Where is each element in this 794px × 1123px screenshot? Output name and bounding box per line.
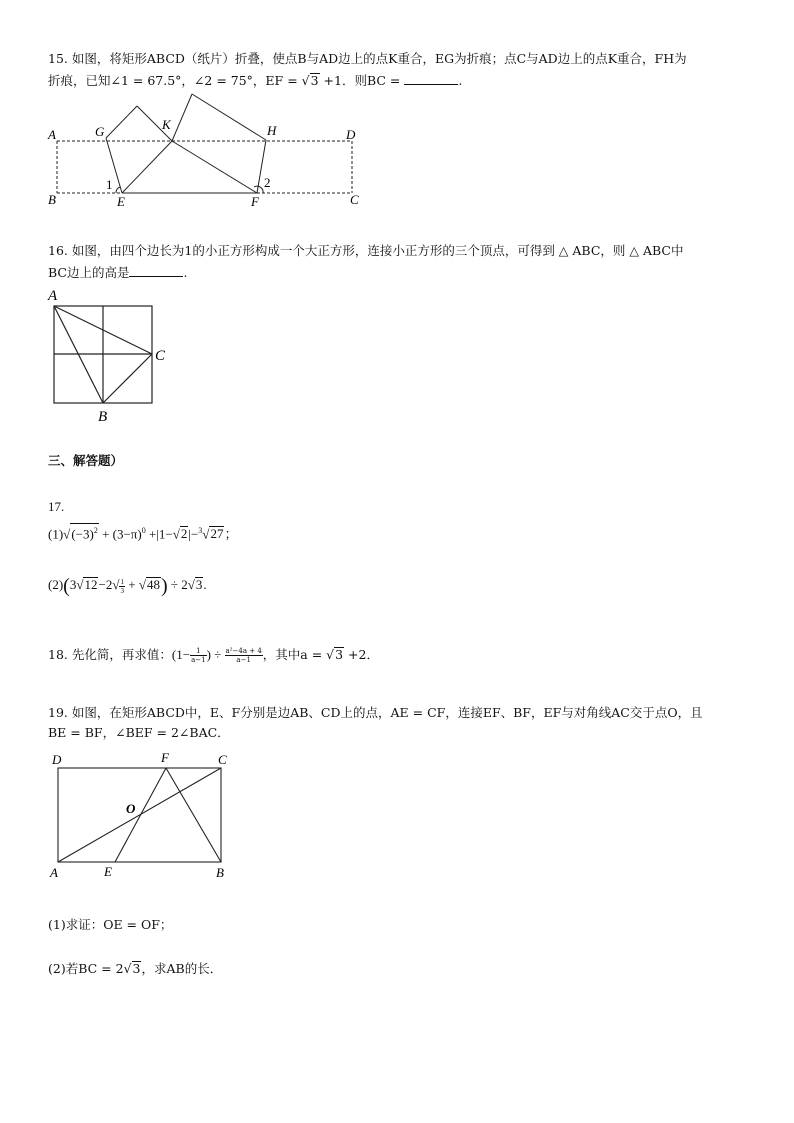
frac-num: 1 — [190, 647, 207, 656]
label-D: D — [52, 752, 62, 767]
q17-part1-label: (1) — [48, 526, 64, 542]
q19-figure — [44, 748, 244, 884]
q19-part2-root: 3 — [132, 961, 141, 976]
q15-line2-end: . — [458, 73, 463, 88]
q17-p2-b: −2 — [98, 577, 113, 592]
q17-number: 17. — [48, 499, 65, 514]
q17-p2-d-root: 3 — [195, 577, 203, 592]
q17-p2-d: ÷ 2 — [167, 577, 188, 592]
q17-p1-c-root: 2 — [180, 526, 188, 542]
label-E: E — [104, 864, 112, 879]
q17-part2 — [48, 575, 207, 598]
segment-BF — [166, 768, 221, 862]
q16-line2 — [48, 264, 187, 282]
frac-den: a−1 — [236, 656, 251, 664]
label-G: G — [95, 124, 105, 139]
sqrt-sign: √ — [123, 961, 132, 976]
label-A: A — [48, 127, 56, 142]
q18-root: 3 — [335, 647, 344, 662]
frac-num: 1 — [120, 577, 124, 586]
segment-BC — [103, 354, 152, 403]
answer-blank[interactable] — [129, 264, 183, 277]
sqrt-sign: √ — [187, 577, 195, 592]
sqrt-sign: √ — [63, 526, 71, 542]
q16-line1 — [48, 242, 683, 260]
label-C: C — [350, 192, 359, 207]
diagonal-AC — [58, 768, 221, 862]
q16-line2-end: . — [183, 265, 188, 280]
root-neg3-squared — [70, 523, 99, 540]
q18-expr-c: ，其中a = — [262, 647, 327, 662]
frac-num: a²−4a + 4 — [225, 647, 262, 655]
q17-p1-b: + (3−π) — [98, 526, 142, 542]
q17-p2-c-root: 48 — [146, 577, 160, 592]
q17-p1-end: ； — [224, 526, 238, 542]
q16-text-line1: 如图，由四个边长为1的小正方形构成一个大正方形，连接小正方形的三个顶点，可得到 △ ABC，则 △ ABC中 — [71, 243, 684, 258]
segment-EF — [115, 768, 166, 862]
sqrt-sign: √ — [301, 73, 310, 88]
q18-expr-b: ) ÷ — [206, 647, 225, 662]
q19-text-line1: 如图，在矩形ABCD中，E、F分别是边AB、CD上的点，AE = CF，连接EF、BF，EF与对角线AC交于点O，且 — [71, 705, 703, 720]
q17-p2-a: 3 — [69, 577, 77, 592]
q17-p2-end: . — [203, 577, 207, 592]
label-H: H — [267, 123, 277, 138]
sqrt-sign: √ — [76, 577, 84, 592]
label-A: A — [48, 288, 58, 304]
q17-p1-d: |− — [188, 526, 199, 542]
q19-number: 19. — [48, 705, 68, 720]
q18-text: 先化简，再求值： — [71, 647, 172, 662]
angle-2-label: 2 — [264, 175, 271, 190]
q18-expr-d: +2． — [344, 647, 379, 662]
big-paren-open: ( — [63, 575, 70, 598]
label-A: A — [50, 865, 58, 880]
segment-KQ — [172, 94, 192, 141]
label-F: F — [251, 194, 259, 209]
q18-number: 18. — [48, 647, 68, 662]
answer-blank[interactable] — [404, 72, 458, 85]
sqrt-sign: √ — [202, 526, 210, 542]
q15-text-line2-post: +1．则BC = — [319, 73, 401, 88]
segment-EK — [122, 141, 172, 193]
q17-p1-a: (−3) — [71, 526, 94, 542]
q19-part1: (1)求证：OE = OF； — [48, 917, 173, 932]
q18-fraction-2 — [225, 647, 263, 664]
angle-1-label: 1 — [106, 177, 113, 192]
sqrt-sign: √ — [172, 526, 180, 542]
q17-part2-label: (2) — [48, 577, 64, 592]
q19-part2 — [48, 960, 222, 978]
q17-p2-c: + — [124, 577, 139, 592]
q15-figure — [40, 88, 370, 212]
q17-p2-a-root: 12 — [84, 577, 98, 592]
label-F: F — [161, 750, 169, 765]
cube-root-index: 3 — [198, 526, 203, 535]
q18-fraction-1 — [190, 647, 207, 664]
q15-number: 15. — [48, 51, 68, 66]
label-C: C — [218, 752, 227, 767]
label-K: K — [162, 117, 171, 132]
sqrt-sign: √ — [138, 577, 146, 592]
label-D: D — [346, 127, 356, 142]
q15-line1 — [48, 50, 687, 68]
q17-p1-c: +|1− — [145, 526, 173, 542]
frac-den: 3 — [120, 586, 124, 595]
sqrt-sign: √ — [112, 577, 120, 592]
q18-line — [48, 646, 379, 664]
q16-figure — [44, 284, 180, 424]
q16-number: 16. — [48, 243, 68, 258]
q15-text-line1: 如图，将矩形ABCD（纸片）折叠，使点B与AD边上的点K重合，EG为折痕；点C与AD边上的点K重合，FH为 — [71, 51, 687, 66]
segment-GP — [106, 106, 137, 138]
label-B: B — [48, 192, 56, 207]
label-E: E — [117, 194, 125, 209]
q17-p1-a-exp: 2 — [93, 526, 98, 535]
frac-den: a−1 — [191, 656, 206, 664]
q19-line2: BE = BF，∠BEF = 2∠BAC． — [48, 725, 230, 740]
angle-1-arc — [116, 187, 120, 193]
q17-p1-cube-root: 27 — [210, 526, 224, 542]
q19-part2-pre: (2)若BC = 2 — [48, 961, 124, 976]
q17-p1-b-exp: 0 — [141, 526, 146, 535]
segment-KF — [172, 141, 257, 193]
q19-line1 — [48, 704, 703, 722]
q19-part2-post: ，求AB的长． — [141, 961, 223, 976]
label-O: O — [126, 801, 136, 816]
q17-part1 — [48, 522, 237, 543]
label-C: C — [155, 348, 166, 364]
big-paren-close: ) — [160, 575, 168, 598]
label-B: B — [216, 865, 224, 880]
q15-root: 3 — [310, 73, 319, 88]
q16-text-line2: BC边上的高是 — [48, 265, 130, 280]
label-B: B — [98, 409, 108, 425]
sqrt-sign: √ — [326, 647, 335, 662]
section-title: 三、解答题） — [48, 453, 124, 468]
segment-QH — [192, 94, 266, 140]
q18-expr-a: (1− — [171, 647, 191, 662]
q15-text-line2-pre: 折痕，已知∠1 = 67.5°，∠2 = 75°，EF = — [48, 73, 302, 88]
